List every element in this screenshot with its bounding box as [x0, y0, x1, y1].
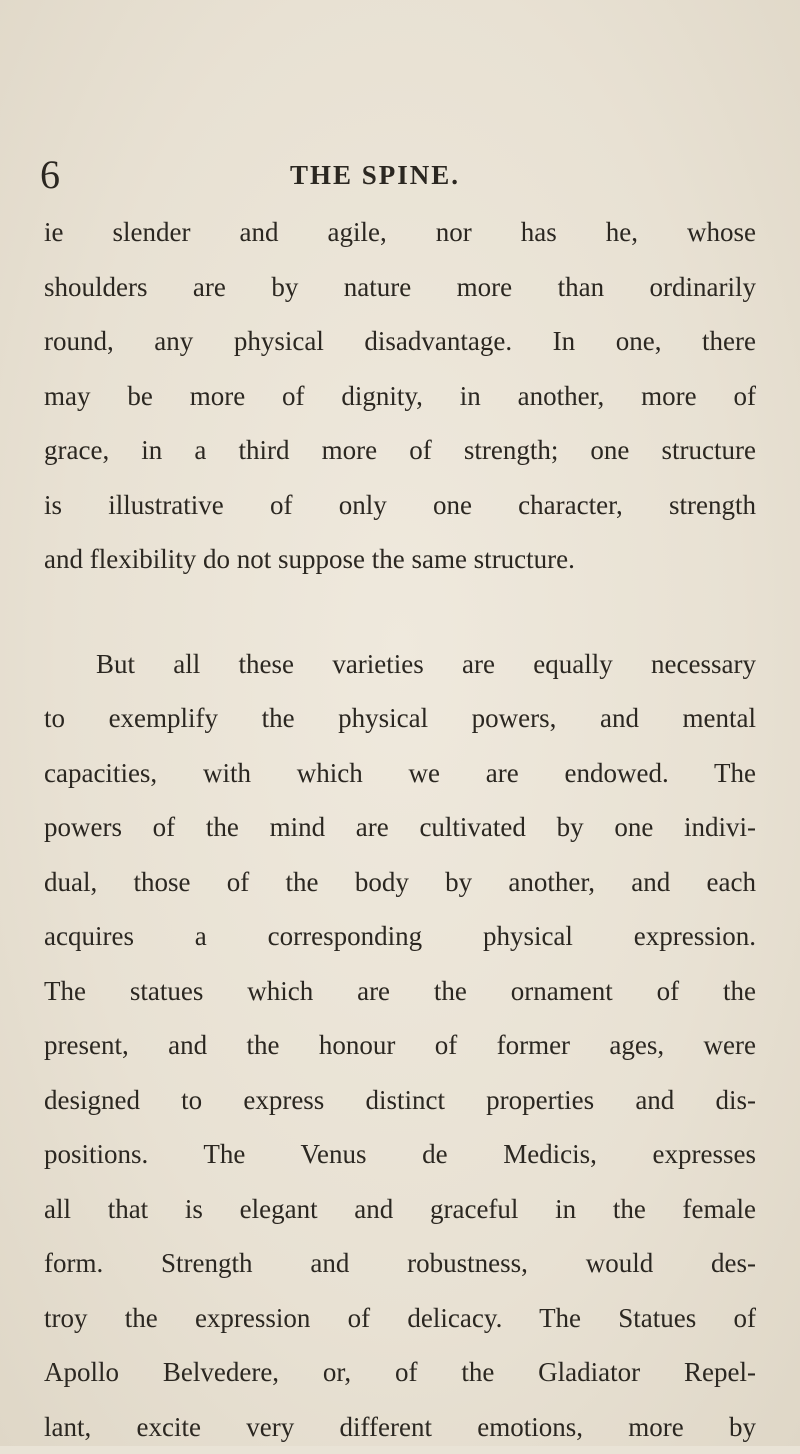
text-line: ie slender and agile, nor has he, whose: [44, 205, 756, 260]
text-line: positions. The Venus de Medicis, expresses: [44, 1127, 756, 1182]
text-line: powers of the mind are cultivated by one indivi-: [44, 800, 756, 855]
body-text: [44, 205, 756, 1454]
text-line: may be more of dignity, in another, more of: [44, 369, 756, 424]
text-line: But all these varieties are equally necessary: [44, 637, 756, 692]
page-header: [40, 150, 760, 200]
text-line: lant, excite very different emotions, more by: [44, 1400, 756, 1454]
paragraph: [44, 637, 756, 1454]
text-line: The statues which are the ornament of the: [44, 964, 756, 1019]
paragraph: [44, 205, 756, 587]
page-number: 6: [40, 150, 60, 200]
text-line: form. Strength and robustness, would des-: [44, 1236, 756, 1291]
text-line: all that is elegant and graceful in the female: [44, 1182, 756, 1237]
running-head: THE SPINE.: [290, 150, 460, 200]
text-line: is illustrative of only one character, strength: [44, 478, 756, 533]
text-line: and flexibility do not suppose the same structure.: [44, 532, 756, 587]
text-line: Apollo Belvedere, or, of the Gladiator Repel-: [44, 1345, 756, 1400]
text-line: present, and the honour of former ages, were: [44, 1018, 756, 1073]
text-line: designed to express distinct properties and dis-: [44, 1073, 756, 1128]
text-line: to exemplify the physical powers, and mental: [44, 691, 756, 746]
text-line: troy the expression of delicacy. The Statues of: [44, 1291, 756, 1346]
text-line: capacities, with which we are endowed. The: [44, 746, 756, 801]
text-line: dual, those of the body by another, and each: [44, 855, 756, 910]
text-line: grace, in a third more of strength; one structure: [44, 423, 756, 478]
text-line: shoulders are by nature more than ordinarily: [44, 260, 756, 315]
text-line: round, any physical disadvantage. In one, there: [44, 314, 756, 369]
text-line: acquires a corresponding physical expression.: [44, 909, 756, 964]
